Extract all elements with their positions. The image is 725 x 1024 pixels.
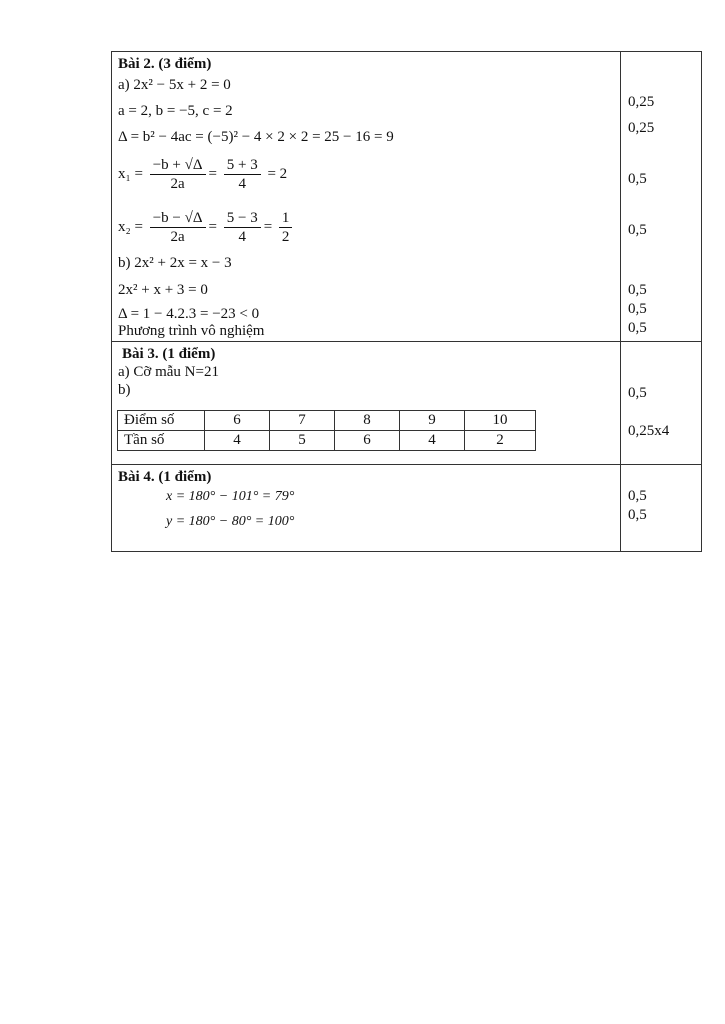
bai-4-heading: Bài 4. (1 điểm) [118, 469, 212, 485]
x2-formula-numerator: −b − √Δ [150, 209, 206, 228]
x1-value-numerator: 5 + 3 [224, 156, 261, 175]
x2-value-denominator: 4 [238, 229, 246, 245]
score: 0,5 [628, 320, 647, 336]
bai-2b-delta: Δ = 1 − 4.2.3 = −23 < 0 [118, 306, 260, 322]
table-cell: 6 [205, 411, 270, 431]
table-row [118, 411, 536, 431]
bai-2-delta: Δ = b² − 4ac = (−5)² − 4 × 2 × 2 = 25 − 16 = 9 [118, 129, 394, 145]
bai-3b-label: b) [118, 382, 131, 398]
x1-formula-denominator: 2a [170, 176, 185, 192]
table-row-label: Điểm số [118, 411, 205, 431]
section-bai-2 [111, 51, 702, 342]
table-cell: 8 [335, 411, 400, 431]
bai-4-x-line: x = 180° − 101° = 79° [166, 489, 295, 504]
frequency-table [117, 410, 536, 451]
table-cell: 10 [465, 411, 536, 431]
x1-fraction-formula [150, 156, 206, 193]
bai-2b-conclusion: Phương trình vô nghiệm [118, 323, 265, 339]
score: 0,25x4 [628, 423, 670, 439]
score: 0,5 [628, 301, 647, 317]
table-cell: 2 [465, 431, 536, 451]
x2-fraction-formula [150, 209, 206, 246]
x2-formula-denominator: 2a [170, 229, 185, 245]
score: 0,5 [628, 385, 647, 401]
score: 0,5 [628, 222, 647, 238]
section-bai-3 [111, 342, 702, 465]
x1-lhs: x₁ = [118, 165, 143, 182]
bai-3-heading: Bài 3. (1 điểm) [122, 346, 216, 362]
bai-2a-expression: 2x² − 5x + 2 = 0 [133, 77, 231, 93]
bai-4-y-line: y = 180° − 80° = 100° [166, 514, 295, 529]
score: 0,5 [628, 488, 647, 504]
table-cell: 9 [400, 411, 465, 431]
score: 0,5 [628, 507, 647, 523]
score: 0,5 [628, 171, 647, 187]
answer-sheet [111, 51, 702, 552]
bai-2b-expression: 2x² + 2x = x − 3 [134, 255, 232, 271]
x2-fraction-result [279, 209, 293, 246]
x2-result-denominator: 2 [281, 229, 290, 245]
bai-2a-equation [118, 76, 231, 94]
table-cell: 5 [270, 431, 335, 451]
bai-2b-equation [118, 254, 232, 272]
score: 0,5 [628, 282, 647, 298]
x1-value-denominator: 4 [238, 176, 246, 192]
section-bai-4 [111, 465, 702, 552]
bai-2a-label: a) [118, 77, 130, 93]
table-cell: 7 [270, 411, 335, 431]
x1-formula-numerator: −b + √Δ [150, 156, 206, 175]
bai-2-coefficients: a = 2, b = −5, c = 2 [118, 103, 233, 119]
table-cell: 4 [205, 431, 270, 451]
x2-lhs: x₂ = [118, 218, 143, 235]
table-row [118, 431, 536, 451]
table-cell: 4 [400, 431, 465, 451]
x1-result: = 2 [267, 165, 288, 182]
table-row-label: Tần số [118, 431, 205, 451]
score: 0,25 [628, 120, 655, 136]
bai-2-heading: Bài 2. (3 điểm) [118, 56, 212, 72]
bai-2b-step: 2x² + x + 3 = 0 [118, 282, 208, 298]
x1-fraction-value [224, 156, 261, 193]
bai-2-x1: x₁ = $\frac{-b + √\Delta}{2a}$ = $\frac{5 + 3}{4}$ = 2 [118, 157, 288, 192]
score: 0,25 [628, 94, 655, 110]
x2-fraction-value [224, 209, 261, 246]
bai-3a-text: a) Cỡ mẫu N=21 [118, 364, 219, 380]
bai-2b-label: b) [118, 255, 131, 271]
x2-value-numerator: 5 − 3 [224, 209, 261, 228]
table-cell: 6 [335, 431, 400, 451]
bai-2-x2: x₂ = $\frac{-b - √\Delta}{2a}$ = $\frac{5 - 3}{4}$ = $\frac{1}{2}$ [118, 209, 295, 246]
x2-result-numerator: 1 [279, 209, 293, 228]
